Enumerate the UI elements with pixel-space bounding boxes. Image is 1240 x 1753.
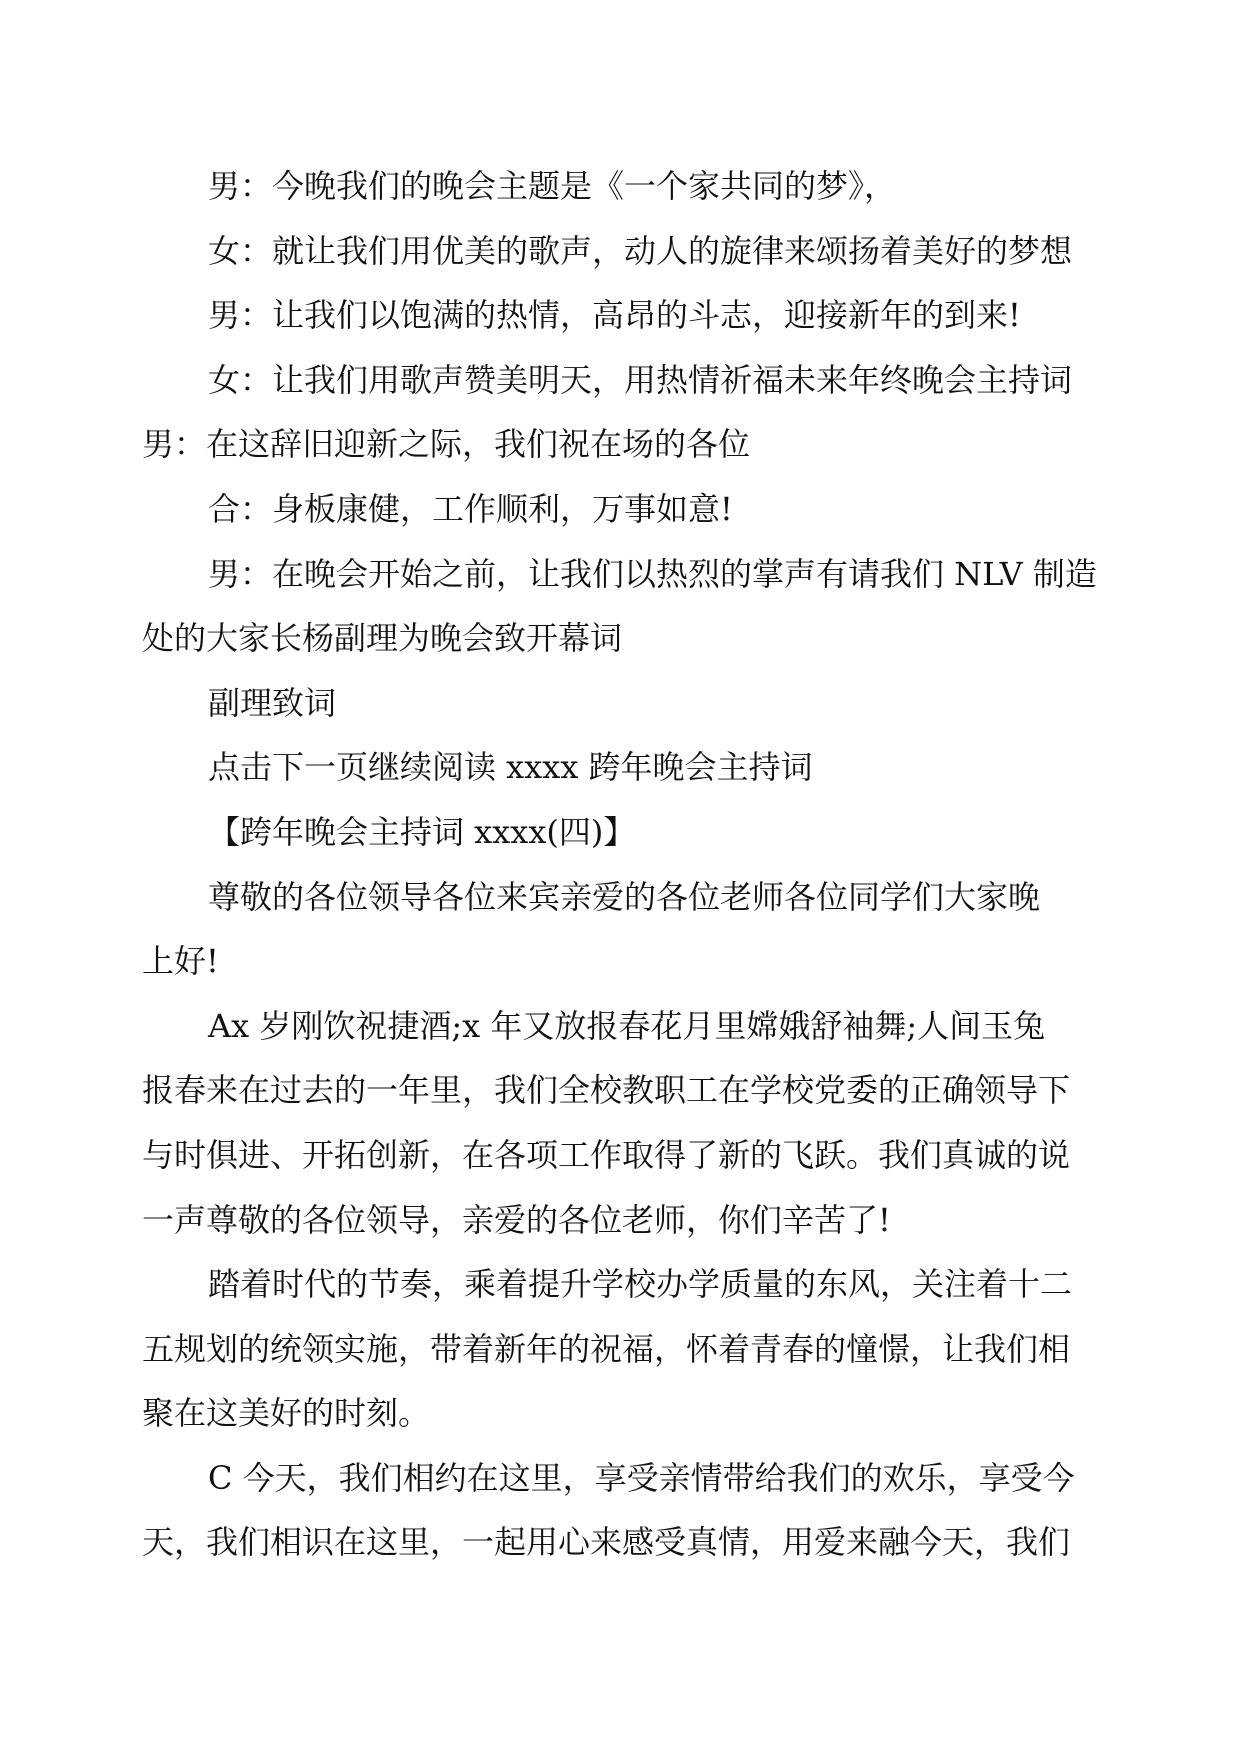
text-line: 与时俱进、开拓创新，在各项工作取得了新的飞跃。我们真诚的说 <box>142 1135 1071 1174</box>
text-line: 女：就让我们用优美的歌声，动人的旋律来颂扬着美好的梦想 <box>208 231 1073 270</box>
text-line: Ax 岁刚饮祝捷酒;x 年又放报春花月里嫦娥舒袖舞;人间玉兔 <box>208 1006 1046 1045</box>
text-line: 【跨年晚会主持词 xxxx(四)】 <box>208 812 636 851</box>
text-line: 点击下一页继续阅读 xxxx 跨年晚会主持词 <box>208 748 813 787</box>
body-text <box>142 154 1100 1575</box>
text-line: 报春来在过去的一年里，我们全校教职工在学校党委的正确领导下 <box>142 1071 1071 1110</box>
text-line: 男：在这辞旧迎新之际，我们祝在场的各位 <box>142 425 751 464</box>
text-line: 女：让我们用歌声赞美明天，用热情祈福未来年终晚会主持词 <box>208 360 1073 399</box>
text-line: 合：身板康健，工作顺利，万事如意! <box>208 489 733 528</box>
text-line: 男：在晚会开始之前，让我们以热烈的掌声有请我们 NLV 制造 <box>208 554 1097 593</box>
text-line: 聚在这美好的时刻。 <box>142 1394 431 1433</box>
text-line: 天，我们相识在这里，一起用心来感受真情，用爱来融今天，我们 <box>142 1523 1071 1562</box>
text-line: 处的大家长杨副理为晚会致开幕词 <box>142 619 623 658</box>
text-line: 男：今晚我们的晚会主题是《一个家共同的梦》， <box>208 167 897 205</box>
text-line: 尊敬的各位领导各位来宾亲爱的各位老师各位同学们大家晚 <box>208 877 1041 916</box>
text-line: 男：让我们以饱满的热情，高昂的斗志，迎接新年的到来! <box>208 296 1021 335</box>
text-line: 副理致词 <box>208 683 337 722</box>
text-line: 五规划的统领实施，带着新年的祝福，怀着青春的憧憬，让我们相 <box>142 1329 1071 1368</box>
text-line: C 今天，我们相约在这里，享受亲情带给我们的欢乐，享受今 <box>208 1458 1075 1497</box>
text-line: 踏着时代的节奏，乘着提升学校办学质量的东风，关注着十二 <box>208 1265 1073 1304</box>
text-line: 上好! <box>142 942 219 981</box>
text-line: 一声尊敬的各位领导，亲爱的各位老师，你们辛苦了! <box>142 1200 891 1239</box>
